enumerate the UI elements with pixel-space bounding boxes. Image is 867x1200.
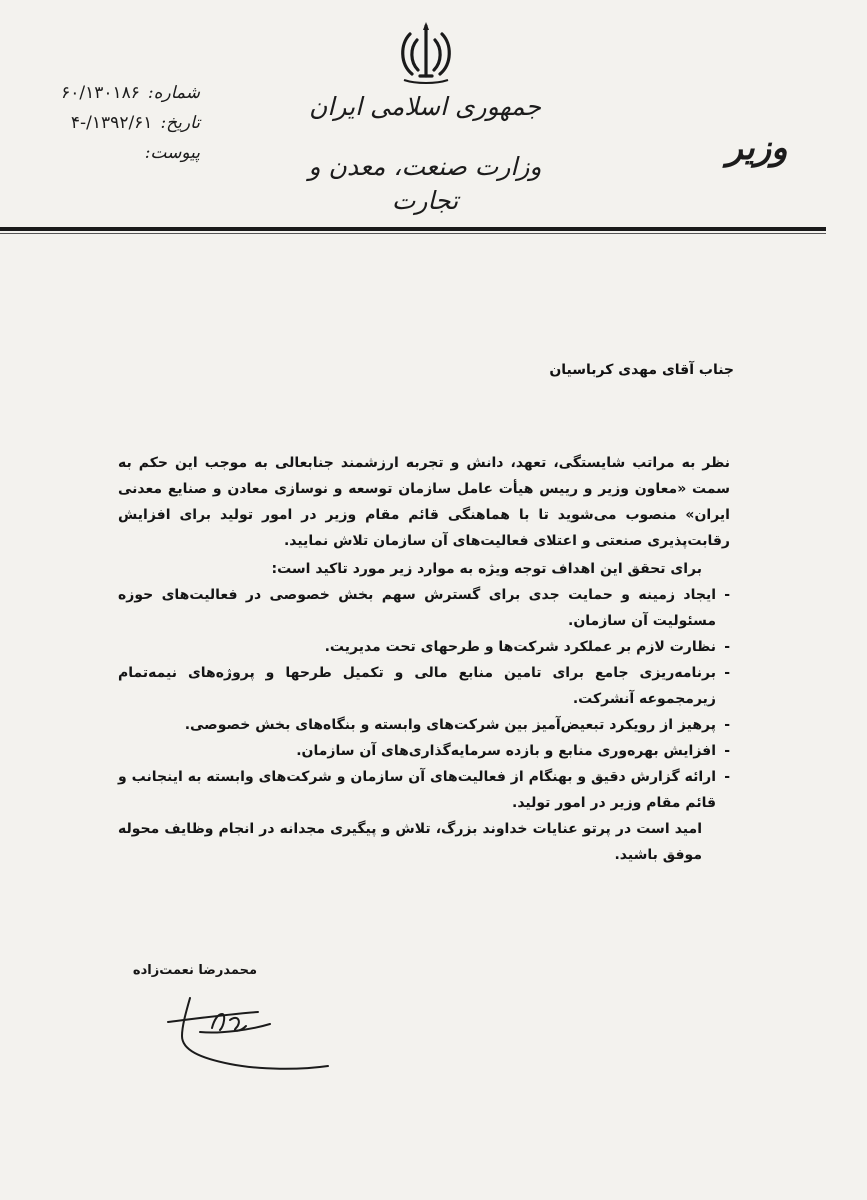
list-item: - ایجاد زمینه و حمایت جدی برای گسترش سهم بخش خصوصی در فعالیت‌های حوزه مسئولیت آن سازمان. xyxy=(118,587,730,629)
number-value: ۶۰/۱۳۰۱۸۶ xyxy=(61,83,140,103)
ministry-name: وزارت صنعت، معدن و تجارت xyxy=(308,152,542,215)
signature-icon xyxy=(160,992,330,1082)
country-name: جمهوری اسلامی ایران xyxy=(309,92,541,121)
letter-number xyxy=(10,78,200,108)
date-label: تاریخ: xyxy=(160,113,200,133)
list-item: - پرهیز از رویکرد تبعیض‌آمیز بین شرکت‌های وابسته و بنگاه‌های بخش خصوصی. xyxy=(184,717,730,733)
list-item: - افزایش بهره‌وری منابع و بازده سرمایه‌گذاری‌های آن سازمان. xyxy=(296,743,730,759)
header-divider-thin xyxy=(0,233,826,234)
letter-meta xyxy=(10,78,200,168)
header-divider xyxy=(0,227,826,231)
letter-body xyxy=(118,450,730,868)
lead-paragraph: برای تحقق این اهداف توجه ویژه به موارد زیر مورد تاکید است: xyxy=(271,561,702,577)
ministry-heading xyxy=(300,90,550,218)
intro-paragraph: نظر به مراتب شایستگی، تعهد، دانش و تجربه ارزشمند جنابعالی به موجب این حکم به سمت «معاون وزیر و رییس هیأت عامل سازمان توسعه و نوسازی معادن و صنایع معدنی ایران» منصوب می‌شوید تا با هماهنگی قائم مقام وزیر در امور تولید برای افزایش رقابت‌پذیری صنعتی و اعتلای فعالیت‌های آن سازمان تلاش نمایید. xyxy=(118,455,730,549)
list-item: - نظارت لازم بر عملکرد شرکت‌ها و طرحهای تحت مدیریت. xyxy=(324,639,730,655)
signer-name: محمدرضا نعمت‌زاده xyxy=(132,963,257,978)
attachment-label: پیوست: xyxy=(144,143,200,163)
number-label: شماره: xyxy=(147,83,200,103)
date-value: ۱۳۹۲/۶۱/-۴ xyxy=(70,113,153,133)
letter-date xyxy=(10,108,200,138)
directive-list xyxy=(118,582,730,816)
role-title: وزیر xyxy=(726,128,788,168)
letter-attachment xyxy=(10,138,200,168)
list-item: - برنامه‌ریزی جامع برای تامین منابع مالی و تکمیل طرحها و پروژه‌های نیمه‌تمام زیرمجموعه آنشرکت. xyxy=(118,665,730,707)
national-emblem-icon xyxy=(396,20,456,88)
list-item: - ارائه گزارش دقیق و بهنگام از فعالیت‌های آن سازمان و شرکت‌های وابسته به اینجانب و قائم مقام وزیر در امور تولید. xyxy=(118,769,730,811)
salutation: جناب آقای مهدی کرباسیان xyxy=(549,362,734,378)
closing-paragraph: امید است در پرتو عنایات خداوند بزرگ، تلاش و پیگیری مجدانه در انجام وظایف محوله موفق باشید. xyxy=(118,821,702,863)
